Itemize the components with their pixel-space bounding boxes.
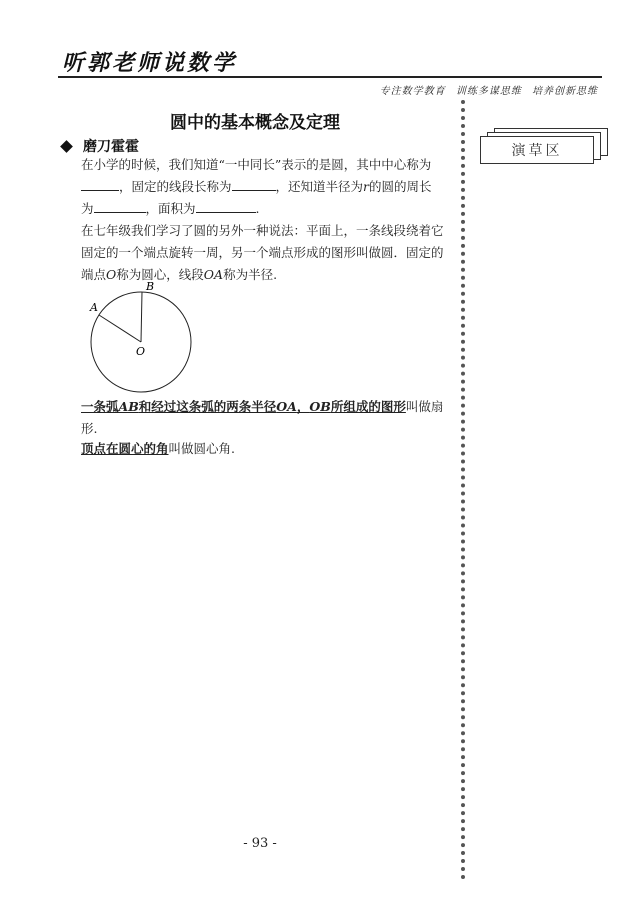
circle-figure: [84, 280, 204, 400]
radius-OA: [99, 315, 141, 342]
text-run: 为: [81, 201, 94, 216]
variable-OA: OA: [276, 399, 297, 414]
point-label-O: O: [136, 345, 146, 358]
paragraph-grade-seven: [81, 220, 453, 286]
text-run: 称为圆心，线段: [116, 267, 204, 282]
text-run: 称为半径.: [223, 267, 278, 282]
text-run: ，还知道半径为: [275, 179, 364, 194]
variable-r: r: [363, 179, 370, 194]
scratch-area-box: [480, 128, 610, 162]
radius-OB: [141, 292, 142, 342]
text-run: ，面积为: [145, 201, 196, 216]
text-run: 叫做圆心角.: [168, 441, 235, 456]
text-run: 在七年级我们学习了圆的另外一种说法：平面上，一条线段绕着它固定的一个端点旋转一周，另一个端点形成的图形叫做圆．固定的端点: [81, 223, 444, 282]
variable-O: O: [106, 267, 117, 282]
section-heading: [60, 136, 139, 156]
text-run: ，: [296, 399, 310, 414]
paragraph-primary-school: [81, 154, 453, 220]
point-label-A: A: [90, 301, 98, 314]
fill-blank-radius[interactable]: [232, 176, 276, 191]
text-run: 所组成的图形: [330, 399, 406, 414]
point-label-B: B: [146, 280, 155, 293]
variable-AB: AB: [118, 399, 139, 414]
text-run: ，固定的线段长称为: [119, 179, 232, 194]
fill-blank-center[interactable]: [81, 176, 119, 191]
text-run: 顶点在圆心的角: [81, 441, 169, 456]
scratch-area-label: 演草区: [480, 136, 594, 164]
section-label: 磨刀霍霍: [83, 139, 139, 155]
brand-title: 听郭老师说数学: [62, 50, 238, 76]
diamond-bullet-icon: [60, 140, 73, 153]
text-run: 叫做扇形.: [81, 399, 444, 436]
fill-blank-circumference[interactable]: [94, 198, 146, 213]
header-slogan: 专注数学教育 训练多谋思维 培养创新思维: [379, 86, 598, 97]
fill-blank-area[interactable]: [196, 198, 256, 213]
text-run: 一条弧: [81, 399, 119, 414]
page-divider: [461, 100, 465, 880]
definition-sector: [81, 396, 453, 440]
variable-OA: OA: [203, 267, 224, 282]
page-number: - 93 -: [243, 836, 277, 851]
text-run: 在小学的时候，我们知道“一中同长”表示的是圆，其中中心称为: [81, 157, 432, 172]
definition-central-angle: [81, 438, 453, 460]
page-title: 圆中的基本概念及定理: [170, 113, 340, 133]
text-run: 的圆的周长: [369, 179, 432, 194]
text-run: .: [255, 201, 260, 216]
text-run: 和经过这条弧的两条半径: [138, 399, 277, 414]
header-rule: [58, 76, 602, 78]
variable-OB: OB: [309, 399, 331, 414]
